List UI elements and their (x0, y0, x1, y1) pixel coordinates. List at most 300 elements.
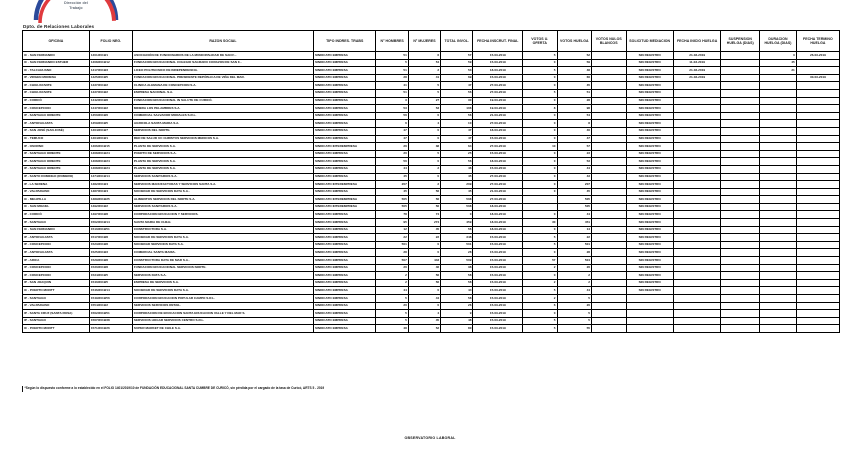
cell-hombres: 95 (376, 219, 408, 227)
cell-suspension (721, 181, 760, 189)
cell-suspension (721, 287, 760, 295)
cell-mujeres: 27 (408, 97, 440, 105)
cell-votos_huelga: 8 (557, 120, 591, 128)
cell-tipo: SINDICATO EMPRESA (313, 272, 376, 280)
cell-votos_oferta: 0 (523, 120, 557, 128)
cell-folio: 1489/2019/25 (89, 196, 132, 204)
cell-votos_huelga: 59 (557, 59, 591, 67)
col-header-duracion: DURACION HUELGA (DIAS) (760, 31, 797, 52)
cell-fecha_termino (796, 143, 839, 151)
cell-mujeres: 41 (408, 74, 440, 82)
cell-oficina: IC - PUERTO MONTT (23, 287, 90, 295)
cell-solicitud: SIN REGISTRO (626, 120, 673, 128)
cell-duracion: 21 (760, 67, 797, 75)
cell-solicitud: SIN REGISTRO (626, 74, 673, 82)
cell-suspension (721, 52, 760, 60)
cell-suspension (721, 89, 760, 97)
cell-tipo: SINDICATO EMPRESA (313, 279, 376, 287)
cell-mujeres: 0 (408, 173, 440, 181)
cell-fecha_termino (796, 196, 839, 204)
cell-votos_oferta (523, 196, 557, 204)
cell-fecha_inicio (673, 127, 720, 135)
cell-duracion (760, 196, 797, 204)
cell-votos_oferta: 0 (523, 272, 557, 280)
cell-fecha_termino (796, 120, 839, 128)
cell-folio: 1450/2019/6 (89, 112, 132, 120)
cell-hombres: 501 (376, 241, 408, 249)
cell-votos_oferta: 5 (523, 325, 557, 333)
cell-fecha_inicio (673, 317, 720, 325)
cell-fecha_final: 15-03-2019 (473, 317, 523, 325)
cell-votos_oferta: 0 (523, 211, 557, 219)
cell-nulos (592, 135, 626, 143)
cell-fecha_inicio: 21-03-2019 (673, 52, 720, 60)
cell-fecha_inicio (673, 310, 720, 318)
cell-fecha_final: 15-03-2019 (473, 295, 523, 303)
cell-duracion (760, 74, 797, 82)
col-header-votos-nulos: VOTOS NULOS BLANCOS (592, 31, 626, 52)
cell-folio: 1529/2019/8 (89, 257, 132, 265)
cell-razon: SANTA MARIA DE CHILE. (132, 219, 313, 227)
col-header-total: TOTAL INVOL. (441, 31, 473, 52)
cell-fecha_final: 27-03-2019 (473, 82, 523, 90)
cell-nulos (592, 143, 626, 151)
cell-votos_oferta: 0 (523, 173, 557, 181)
cell-solicitud: SIN REGISTRO (626, 97, 673, 105)
cell-hombres: 41 (376, 82, 408, 90)
cell-fecha_termino (796, 127, 839, 135)
cell-oficina: IP - CURICÓ (23, 97, 90, 105)
table-row (23, 196, 840, 204)
cell-fecha_inicio (673, 196, 720, 204)
cell-mujeres: 5 (408, 82, 440, 90)
cell-hombres: 56 (376, 112, 408, 120)
cell-oficina: IC - MELIPILLA (23, 196, 90, 204)
cell-votos_oferta: 0 (523, 226, 557, 234)
cell-votos_oferta: 6 (523, 302, 557, 310)
cell-votos_huelga: 5 (557, 295, 591, 303)
cell-suspension (721, 143, 760, 151)
cell-votos_huelga: 451 (557, 219, 591, 227)
table-row (23, 165, 840, 173)
cell-nulos (592, 150, 626, 158)
cell-razon: ASOCIACIÓN DE FUNCIONARIOS DE LA MUNICIPALIDAD DE SAN F... (132, 52, 313, 60)
cell-tipo: SINDICATO EMPRESA (313, 74, 376, 82)
table-row (23, 249, 840, 257)
cell-nulos (592, 74, 626, 82)
footnote-marker-icon (22, 386, 23, 392)
cell-solicitud: SIN REGISTRO (626, 264, 673, 272)
cell-fecha_final: 27-03-2019 (473, 196, 523, 204)
table-row (23, 112, 840, 120)
cell-folio: 1546/2019/14 (89, 287, 132, 295)
cell-nulos (592, 302, 626, 310)
col-header-hombres: N° HOMBRES (376, 31, 408, 52)
cell-hombres: 20 (376, 302, 408, 310)
cell-oficina: IP - ANTOFAGASTA (23, 234, 90, 242)
table-row (23, 97, 840, 105)
cell-nulos (592, 295, 626, 303)
cell-duracion (760, 188, 797, 196)
table-body (23, 52, 840, 333)
cell-fecha_final: 18-03-2019 (473, 203, 523, 211)
cell-tipo: SINDICATO EMPRESA (313, 302, 376, 310)
cell-folio: 1492/2019/2 (89, 203, 132, 211)
cell-total: 509 (441, 257, 473, 265)
cell-razon: EMPRESA NACIONAL S.A. (132, 89, 313, 97)
cell-votos_huelga: 2 (557, 272, 591, 280)
cell-votos_oferta: 0 (523, 82, 557, 90)
cell-fecha_final: 15-03-2019 (473, 279, 523, 287)
cell-razon: CONSTRUCTORA DATA DE MAR S.A.. (132, 257, 313, 265)
cell-folio: 1497/2019/8 (89, 211, 132, 219)
cell-solicitud: SIN REGISTRO (626, 188, 673, 196)
footnote-text: *Según lo dispuesto conforme a lo establecido en el FOLIO 1401/2019/10 de FUNDACIÓN EDUCACIONAL SANTA CUMBRE DE CURICÓ, sin pérdida por el cargado de la tasa de Curicó, ARTS 5 - 2019 (24, 386, 325, 390)
cell-hombres: 5 (376, 295, 408, 303)
cell-folio: 1401/2019/1 (89, 52, 132, 60)
cell-duracion: 3 (760, 52, 797, 60)
cell-nulos (592, 52, 626, 60)
cell-suspension (721, 59, 760, 67)
table-row (23, 241, 840, 249)
cell-nulos (592, 234, 626, 242)
cell-total: 48 (441, 317, 473, 325)
cell-votos_huelga: 47 (557, 135, 591, 143)
cell-fecha_inicio (673, 287, 720, 295)
cell-razon: FUNDACION EDUCACIONAL COLEGIO SAGRADO CORAZON DE SAN F... (132, 59, 313, 67)
cell-suspension (721, 158, 760, 166)
cell-nulos (592, 317, 626, 325)
cell-fecha_inicio (673, 181, 720, 189)
cell-oficina: IC - SAN FERNANDO ESTHER (23, 59, 90, 67)
cell-duracion (760, 135, 797, 143)
cell-fecha_termino (796, 287, 839, 295)
cell-fecha_termino (796, 158, 839, 166)
cell-fecha_termino (796, 241, 839, 249)
cell-fecha_termino (796, 279, 839, 287)
cell-fecha_termino (796, 59, 839, 67)
cell-mujeres: 56 (408, 272, 440, 280)
cell-nulos (592, 173, 626, 181)
cell-votos_oferta: 0 (523, 188, 557, 196)
cell-folio: 1437/2019/2 (89, 89, 132, 97)
cell-votos_oferta: 5 (523, 67, 557, 75)
cell-nulos (592, 249, 626, 257)
cell-suspension (721, 165, 760, 173)
cell-fecha_final: 27-03-2019 (473, 181, 523, 189)
cell-oficina: IP - ANTOFAGASTA (23, 120, 90, 128)
cell-solicitud: SIN REGISTRO (626, 165, 673, 173)
table-row (23, 295, 840, 303)
cell-tipo: SINDICATO EMPRESA (313, 67, 376, 75)
cell-votos_huelga: 45 (557, 188, 591, 196)
cell-oficina: IC - SAN FERNANDO (23, 226, 90, 234)
cell-nulos (592, 82, 626, 90)
cell-votos_huelga: 54 (557, 112, 591, 120)
cell-folio: 1442/2019/8 (89, 97, 132, 105)
col-header-votos-oferta: VOTOS U. OFERTA (523, 31, 557, 52)
cell-solicitud: SIN REGISTRO (626, 173, 673, 181)
cell-duracion (760, 219, 797, 227)
cell-fecha_inicio (673, 272, 720, 280)
cell-folio: 1459/2019/5 (89, 120, 132, 128)
cell-solicitud: SIN REGISTRO (626, 52, 673, 60)
cell-hombres: 2 (376, 279, 408, 287)
cell-fecha_final: 15-03-2019 (473, 325, 523, 333)
cell-razon: COMERCIAL SALVADOR MORALES S.R.L. (132, 112, 313, 120)
cell-oficina: IP - ARICA (23, 257, 90, 265)
cell-fecha_final: 21-03-2019 (473, 188, 523, 196)
table-row (23, 181, 840, 189)
cell-votos_huelga: 44 (557, 165, 591, 173)
cell-fecha_inicio (673, 295, 720, 303)
table-header-row (23, 31, 840, 52)
cell-total: 508 (441, 203, 473, 211)
cell-fecha_final: 19-03-2019 (473, 97, 523, 105)
cell-hombres: 47 (376, 135, 408, 143)
cell-fecha_inicio (673, 89, 720, 97)
cell-oficina: IP - SANTIAGO ORIENTE (23, 112, 90, 120)
cell-oficina: IP - SANTIAGO (23, 295, 90, 303)
cell-hombres: 507 (376, 257, 408, 265)
cell-solicitud: SIN REGISTRO (626, 203, 673, 211)
cell-fecha_final: 15-03-2019 (473, 52, 523, 60)
cell-nulos (592, 219, 626, 227)
cell-tipo: SINDICATO EMPRESA (313, 295, 376, 303)
cell-nulos (592, 272, 626, 280)
cell-tipo: SINDICATO INTEREMPRESA (313, 196, 376, 204)
cell-oficina: IP - SANTIAGO ORIENTE (23, 165, 90, 173)
cell-hombres: 2 (376, 272, 408, 280)
cell-mujeres: 74 (408, 211, 440, 219)
cell-suspension (721, 203, 760, 211)
cell-votos_oferta: 0 (523, 59, 557, 67)
cell-suspension (721, 257, 760, 265)
cell-fecha_inicio (673, 150, 720, 158)
cell-total: 58 (441, 279, 473, 287)
cell-votos_oferta: 5 (523, 287, 557, 295)
cell-nulos (592, 279, 626, 287)
cell-hombres: 45 (376, 188, 408, 196)
cell-suspension (721, 196, 760, 204)
cell-fecha_inicio (673, 234, 720, 242)
cell-nulos (592, 105, 626, 113)
col-header-razon-social: RAZON SOCIAL (132, 31, 313, 52)
cell-votos_oferta: 0 (523, 127, 557, 135)
table-row (23, 82, 840, 90)
cell-fecha_final: 15-03-2019 (473, 241, 523, 249)
cell-votos_oferta: 8 (523, 105, 557, 113)
cell-oficina: IP - SAN JOAQUIN (23, 279, 90, 287)
page-footer-label: OBSERVATORIO LABORAL (404, 436, 456, 440)
cell-solicitud: SIN REGISTRO (626, 105, 673, 113)
cell-folio: 1530/2019/8 (89, 264, 132, 272)
cell-fecha_termino (796, 257, 839, 265)
cell-fecha_final: 15-03-2019 (473, 165, 523, 173)
cell-mujeres: 56 (408, 188, 440, 196)
cell-nulos (592, 165, 626, 173)
cell-nulos (592, 226, 626, 234)
cell-tipo: SINDICATO EMPRESA (313, 97, 376, 105)
cell-fecha_inicio (673, 211, 720, 219)
cell-hombres: 6 (376, 120, 408, 128)
cell-hombres: 53 (376, 105, 408, 113)
cell-tipo: SINDICATO EMPRESA (313, 59, 376, 67)
cell-fecha_inicio (673, 203, 720, 211)
cell-fecha_final: 15-03-2019 (473, 135, 523, 143)
cell-duracion: 45 (760, 59, 797, 67)
cell-razon: SOCIEDAD DE SERVICIOS DATA S.A.. (132, 188, 313, 196)
cell-nulos (592, 127, 626, 135)
cell-fecha_inicio (673, 143, 720, 151)
cell-fecha_inicio (673, 158, 720, 166)
cell-oficina: IP - CHIGUAYANTE (23, 82, 90, 90)
cell-fecha_termino (796, 219, 839, 227)
cell-total: 209 (441, 181, 473, 189)
cell-duracion (760, 226, 797, 234)
cell-tipo: SINDICATO EMPRESA (313, 158, 376, 166)
cell-fecha_final: 15-03-2019 (473, 302, 523, 310)
cell-oficina: IP - SANTIAGO (23, 219, 90, 227)
cell-suspension (721, 241, 760, 249)
cell-fecha_final: 27-03-2019 (473, 120, 523, 128)
cell-razon: RED DE SALUD UC CHRISTUS SERVICIOS MEDICOS S.A. (132, 135, 313, 143)
cell-nulos (592, 59, 626, 67)
cell-votos_huelga: 98 (557, 105, 591, 113)
cell-fecha_inicio (673, 325, 720, 333)
cell-fecha_final: 15-03-2019 (473, 310, 523, 318)
cell-solicitud: SIN REGISTRO (626, 89, 673, 97)
cell-fecha_termino (796, 317, 839, 325)
cell-duracion (760, 120, 797, 128)
cell-hombres: 45 (376, 173, 408, 181)
cell-fecha_inicio (673, 279, 720, 287)
cell-fecha_final: 18-03-2019 (473, 226, 523, 234)
cell-fecha_termino (796, 135, 839, 143)
cell-suspension (721, 211, 760, 219)
cell-fecha_termino: 30-03-2019 (796, 74, 839, 82)
report-table-container (22, 30, 840, 333)
cell-total: 64 (441, 143, 473, 151)
table-row (23, 127, 840, 135)
cell-fecha_termino (796, 181, 839, 189)
cell-razon: SERVICIOS MANUFACTURAS Y SERVICIOS SANTA S.A. (132, 181, 313, 189)
cell-suspension (721, 249, 760, 257)
cell-duracion (760, 150, 797, 158)
table-header (23, 31, 840, 52)
cell-fecha_termino (796, 226, 839, 234)
cell-tipo: SINDICATO EMPRESA (313, 127, 376, 135)
cell-votos_huelga: 23 (557, 150, 591, 158)
cell-duracion (760, 325, 797, 333)
cell-razon: SERVICIOS DATA S.A. (132, 272, 313, 280)
cell-total: 348 (441, 234, 473, 242)
cell-votos_oferta: 5 (523, 241, 557, 249)
cell-mujeres: 2 (408, 67, 440, 75)
col-header-suspension: SUSPENSION HUELGA (DIAS) (721, 31, 760, 52)
cell-tipo: SINDICATO EMPRESA (313, 89, 376, 97)
cell-mujeres: 5 (408, 150, 440, 158)
cell-solicitud: SIN REGISTRO (626, 226, 673, 234)
cell-tipo: SINDICATO EMPRESA (313, 173, 376, 181)
cell-duracion (760, 302, 797, 310)
cell-duracion (760, 272, 797, 280)
cell-votos_huelga: 28 (557, 97, 591, 105)
cell-nulos (592, 310, 626, 318)
table-row (23, 74, 840, 82)
cell-duracion (760, 295, 797, 303)
table-row (23, 287, 840, 295)
cell-fecha_final: 27-03-2019 (473, 173, 523, 181)
cell-votos_huelga: 501 (557, 241, 591, 249)
cell-votos_huelga: 48 (557, 67, 591, 75)
cell-fecha_inicio (673, 226, 720, 234)
cell-duracion (760, 279, 797, 287)
cell-total: 25 (441, 150, 473, 158)
cell-duracion (760, 143, 797, 151)
cell-nulos (592, 241, 626, 249)
cell-razon: PLANTA DE SERVICIOS S.A. (132, 158, 313, 166)
cell-tipo: SINDICATO EMPRESA (313, 105, 376, 113)
cell-fecha_inicio (673, 105, 720, 113)
cell-votos_huelga: 66 (557, 74, 591, 82)
cell-razon: COMERCIAL SANTA MARIA. (132, 249, 313, 257)
cell-fecha_final: 27-03-2019 (473, 89, 523, 97)
cell-razon: PLANTA DE SERVICIOS S.A. (132, 165, 313, 173)
cell-votos_oferta: 0 (523, 135, 557, 143)
cell-mujeres: 274 (408, 219, 440, 227)
cell-hombres: 51 (376, 89, 408, 97)
cell-hombres: 505 (376, 196, 408, 204)
cell-fecha_final: 15-03-2019 (473, 150, 523, 158)
cell-oficina: IP - SANTIAGO ORIENTE (23, 150, 90, 158)
cell-votos_oferta: 0 (523, 74, 557, 82)
cell-nulos (592, 264, 626, 272)
cell-tipo: SINDICATO EMPRESA (313, 219, 376, 227)
cell-nulos (592, 112, 626, 120)
cell-votos_huelga: 28 (557, 249, 591, 257)
cell-fecha_inicio: 21-03-2019 (673, 74, 720, 82)
cell-oficina: IC - TEMUCO (23, 135, 90, 143)
table-row (23, 234, 840, 242)
cell-solicitud (626, 295, 673, 303)
cell-razon: PLANTA DE SERVICIOS S.A. (132, 143, 313, 151)
cell-fecha_termino (796, 211, 839, 219)
cell-fecha_final: 15-03-2019 (473, 249, 523, 257)
cell-mujeres: 443 (408, 257, 440, 265)
cell-tipo: SINDICATO INTEREMPRESA (313, 203, 376, 211)
cell-hombres: 12 (376, 226, 408, 234)
cell-fecha_final: 15-03-2019 (473, 272, 523, 280)
cell-suspension (721, 150, 760, 158)
cell-votos_oferta: 0 (523, 97, 557, 105)
cell-fecha_final: 15-03-2019 (473, 257, 523, 265)
cell-fecha_termino (796, 310, 839, 318)
cell-votos_oferta: 0 (523, 150, 557, 158)
cell-duracion (760, 158, 797, 166)
cell-mujeres: 0 (408, 112, 440, 120)
cell-folio: 1523/2019/8 (89, 241, 132, 249)
cell-oficina: IP - VALPARAISO (23, 302, 90, 310)
cell-votos_oferta: 5 (523, 52, 557, 60)
cell-fecha_termino (796, 97, 839, 105)
cell-votos_huelga: 46 (557, 127, 591, 135)
cell-mujeres: 4 (408, 310, 440, 318)
cell-fecha_inicio (673, 97, 720, 105)
cell-solicitud: SIN REGISTRO (626, 67, 673, 75)
cell-oficina: IP - LA SERENA (23, 181, 90, 189)
cell-fecha_final: 15-03-2019 (473, 264, 523, 272)
